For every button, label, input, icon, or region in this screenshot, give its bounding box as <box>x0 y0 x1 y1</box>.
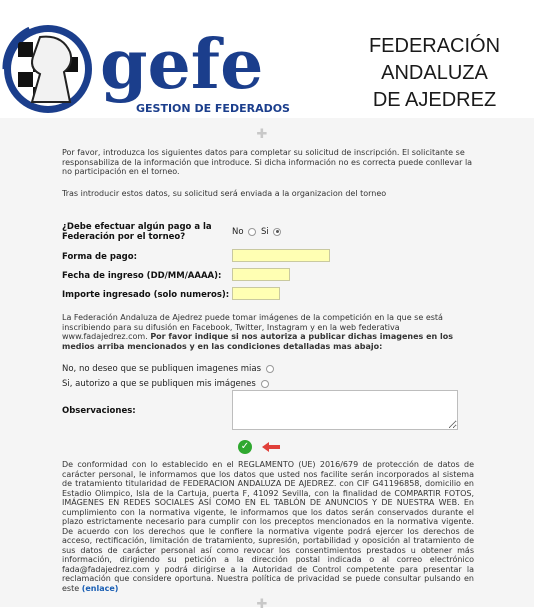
left-arrow-icon <box>262 442 280 452</box>
logo-wordmark: gefe <box>100 25 264 105</box>
observaciones-label: Observaciones: <box>62 406 136 416</box>
payment-question <box>62 222 212 242</box>
legal-notice <box>62 460 474 593</box>
observaciones-textarea[interactable] <box>232 390 458 430</box>
organization-name <box>352 33 517 114</box>
images-si-label: Si, autorizo a que se publiquen mis imágenes <box>62 379 256 389</box>
org-name-line-3: DE AJEDREZ <box>372 89 497 111</box>
intro-paragraph: Por favor, introduzca los siguientes datos para completar su solicitud de inscripción. El solicitante se responsabiliza de la información que introduce. Si dicha información no es correcta puede conllevar la no participación en el torneo. <box>62 148 473 176</box>
checkmark-icon: ✓ <box>240 441 250 452</box>
images-option-si <box>62 379 269 389</box>
submit-check-button[interactable] <box>238 440 252 454</box>
org-name-line-1: FEDERACIÓN <box>368 35 501 57</box>
back-arrow-button[interactable] <box>262 442 280 452</box>
puzzle-plugin-icon: ✚ <box>256 127 268 142</box>
images-consent-info: La Federación Andaluza de Ajedrez puede tomar imágenes de la competición en la que se está inscribiendo para su difusión en Facebook, Twitter, Instagram y en la web federativa www.fadajedrez.com. <box>62 313 443 341</box>
legal-text: De conformidad con lo establecido en el REGLAMENTO (UE) 2016/679 de protección de datos de carácter personal, le informamos que los datos que usted nos facilite serán incorporados al sistema de tratamiento titularidad de FEDERACION ANDALUZA DE AJEDREZ. con CIF G41196858, domicilio en Estadio Olimpico, Isla de la Cartuja, puerta F, 41092 Sevilla, con la finalidad de COMPARTIR FOTOS, IMÁGENES EN REDES SOCIALES ASÍ COMO EN EL TABLÓN DE ANUNCIOS Y DE NUESTRA WEB. En cumplimiento con la normativa vigente, le informamos que los datos serán conservados durante el plazo estrictamente necesario para cumplir con los preceptos mencionados en la normativa vigente. De acuerdo con los derechos que le confiere la normativa vigente podrá ejercer los derechos de acceso, rectificación, limitación de tratamiento, supresión, portabilidad y oposición al tratamiento de sus datos de carácter personal así como revocar los consentimientos prestados u obtener más información, dirigiendo su petición a la dirección postal indicada o al correo electrónico fada@fadajedrez.com y podrá dirigirse a la Autoridad de Control competente para presentar la reclamación que considere oportuna. Nuestra política de privacidad se puede consultar pulsando en este <box>62 460 474 593</box>
page-header <box>0 0 534 118</box>
payment-no-radio[interactable] <box>248 228 256 236</box>
payment-no-label: No <box>232 227 244 237</box>
images-consent-request: Por favor indique si nos autoriza a publicar dichas imagenes en los medios arriba mencionados y en las condiciones detalladas mas abajo: <box>62 332 453 351</box>
images-option-no <box>62 364 274 374</box>
gefe-logo <box>0 22 290 117</box>
payment-question-line-2: Federación por el torneo? <box>62 232 186 242</box>
puzzle-plugin-icon-bottom: ✚ <box>256 597 268 612</box>
payment-si-radio[interactable] <box>273 228 281 236</box>
images-no-label: No, no deseo que se publiquen imagenes mias <box>62 364 262 374</box>
forma-pago-label: Forma de pago: <box>62 252 137 262</box>
fecha-ingreso-label: Fecha de ingreso (DD/MM/AAAA): <box>62 271 222 281</box>
org-name-line-2: ANDALUZA <box>381 62 488 84</box>
importe-label: Importe ingresado (solo numeros): <box>62 290 230 300</box>
fecha-ingreso-input[interactable] <box>232 268 290 281</box>
forma-pago-input[interactable] <box>232 249 330 262</box>
form-panel <box>0 118 534 612</box>
logo-subtitle: GESTION DE FEDERADOS <box>136 102 290 115</box>
payment-si-label: Si <box>260 227 269 237</box>
intro-note: Tras introducir estos datos, su solicitud será enviada a la organizacion del torneo <box>62 189 387 198</box>
privacy-policy-link[interactable]: (enlace) <box>81 583 119 593</box>
images-si-radio[interactable] <box>261 380 269 388</box>
payment-radio-group <box>232 227 281 237</box>
chess-knight-logo-icon <box>4 25 92 113</box>
importe-input[interactable] <box>232 287 280 300</box>
images-consent-text <box>62 313 482 351</box>
images-no-radio[interactable] <box>266 365 274 373</box>
payment-question-line-1: ¿Debe efectuar algún pago a la <box>62 222 212 232</box>
